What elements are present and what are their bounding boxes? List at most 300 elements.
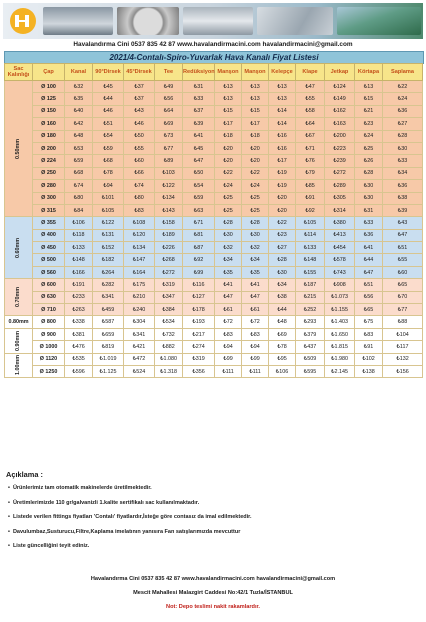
price-cell: ₺134 [155,192,183,204]
price-cell: ₺99 [242,353,269,365]
note-text: Listede verilen fittings fiyatları 'Contalı' fiyatlardır,İsteğe göre contasız da imal edilmektedir. [12,514,252,520]
price-cell: ₺319 [183,353,215,365]
price-cell: ₺16 [269,130,296,142]
price-cell: ₺274 [183,341,215,353]
column-header: Klape [296,64,325,81]
gauge-cell [5,328,33,353]
price-cell: ₺33 [383,155,423,167]
price-cell: ₺17 [215,118,242,130]
price-cell: ₺381 [65,328,93,340]
price-cell: ₺32 [65,81,93,93]
price-cell: ₺21 [355,105,383,117]
price-cell: ₺596 [65,365,93,377]
price-cell: ₺143 [155,204,183,216]
price-cell: ₺106 [269,365,296,377]
price-cell: ₺166 [65,266,93,278]
price-cell: ₺38 [269,291,296,303]
table-header-row [5,64,423,81]
table-row [5,192,423,204]
diameter-cell: Ø 560 [33,266,65,278]
price-cell: ₺233 [65,291,93,303]
price-cell: ₺54 [183,180,215,192]
price-cell: ₺164 [124,266,155,278]
price-cell: ₺116 [183,279,215,291]
price-cell: ₺13 [215,81,242,93]
note-item [8,529,420,535]
diameter-cell: Ø 600 [33,279,65,291]
price-cell: ₺55 [296,93,325,105]
gauge-label: 0.50mm [15,138,22,159]
note-text: Liste güncelliğini teyit ediniz. [12,543,90,549]
price-cell: ₺659 [93,328,124,340]
footer-contact: Havalandırma Cini 0537 835 42 87 www.havalandirmacini.com havalandirmacini@gmail.com [90,576,336,582]
diameter-cell: Ø 800 [33,316,65,328]
price-cell: ₺75 [355,316,383,328]
price-cell: ₺133 [296,242,325,254]
price-cell: ₺39 [383,204,423,216]
note-item [8,485,420,491]
price-cell: ₺193 [183,316,215,328]
price-table [4,63,423,378]
price-cell: ₺152 [93,242,124,254]
price-cell: ₺162 [325,105,355,117]
footer-address: Mescit Mahallesi Malazgirt Caddesi No:42/1 Tuzla/İSTANBUL [133,590,293,596]
price-cell: ₺59 [183,192,215,204]
price-cell: ₺61 [215,304,242,316]
price-cell: ₺49 [155,81,183,93]
table-row [5,229,423,241]
product-photo-fan [117,7,179,35]
price-cell: ₺34 [215,254,242,266]
bullet-icon: • [8,499,10,506]
price-cell: ₺22 [242,167,269,179]
price-cell: ₺882 [155,341,183,353]
price-cell: ₺41 [242,279,269,291]
table-row [5,304,423,316]
note-text: Davulumbaz,Susturucu,Filtre,Kaplama imelatının yanısıra Fan satışlarımızda mevcuttur [12,528,241,535]
notes-section [6,470,420,558]
price-cell: ₺34 [242,254,269,266]
price-cell: ₺25 [242,192,269,204]
price-cell: ₺44 [355,254,383,266]
footer [0,576,426,610]
price-cell: ₺69 [155,118,183,130]
price-cell: ₺55 [124,142,155,154]
column-header: Manşon [242,64,269,81]
price-cell: ₺28 [383,130,423,142]
table-row [5,217,423,229]
price-cell: ₺272 [155,266,183,278]
price-cell: ₺226 [155,242,183,254]
price-cell: ₺304 [124,316,155,328]
price-cell: ₺85 [296,180,325,192]
column-header: Kelepçe [269,64,296,81]
price-cell: ₺120 [124,229,155,241]
column-header: Sac Kalınlığı [5,64,33,81]
price-cell: ₺217 [183,328,215,340]
price-cell: ₺35 [215,266,242,278]
price-cell: ₺99 [215,353,242,365]
price-cell: ₺34 [269,279,296,291]
price-cell: ₺24 [242,180,269,192]
gauge-cell [5,279,33,316]
price-cell: ₺72 [242,316,269,328]
column-header: 90°Dirsek [93,64,124,81]
price-cell: ₺111 [215,365,242,377]
price-cell: ₺578 [325,254,355,266]
price-cell: ₺60 [383,266,423,278]
gauge-cell [5,316,33,328]
table-row [5,93,423,105]
price-cell: ₺102 [355,353,383,365]
price-cell: ₺47 [242,291,269,303]
price-cell: ₺37 [124,81,155,93]
price-cell: ₺64 [155,105,183,117]
price-cell: ₺282 [93,279,124,291]
price-cell: ₺44 [269,304,296,316]
price-cell: ₺58 [296,105,325,117]
price-cell: ₺56 [355,291,383,303]
table-row [5,180,423,192]
price-cell: ₺33 [355,217,383,229]
price-cell: ₺189 [155,229,183,241]
price-cell: ₺908 [325,279,355,291]
gauge-cell [5,217,33,279]
note-text: Üretimlerimizde 110 gr/galvanizli 1.kalite sertifikalı sac kullanılmaktadır. [12,499,200,506]
price-cell: ₺28 [242,217,269,229]
price-cell: ₺105 [93,204,124,216]
price-cell: ₺59 [93,142,124,154]
price-cell: ₺36 [383,180,423,192]
price-cell: ₺56 [155,93,183,105]
product-photo-fittings [257,7,333,35]
price-cell: ₺149 [325,93,355,105]
price-cell: ₺293 [296,316,325,328]
price-cell: ₺51 [383,242,423,254]
gauge-label: 1.00mm [15,355,22,376]
table-row [5,341,423,353]
price-cell: ₺74 [124,180,155,192]
price-cell: ₺71 [296,142,325,154]
price-cell: ₺70 [383,291,423,303]
table-row [5,167,423,179]
price-cell: ₺305 [325,192,355,204]
price-cell: ₺28 [215,217,242,229]
price-cell: ₺89 [155,155,183,167]
price-cell: ₺210 [124,291,155,303]
bullet-icon: • [8,543,10,549]
price-cell: ₺341 [124,328,155,340]
price-cell: ₺13 [269,93,296,105]
price-cell: ₺24 [215,180,242,192]
price-cell: ₺819 [93,341,124,353]
price-cell: ₺1.318 [155,365,183,377]
price-cell: ₺743 [325,266,355,278]
table-row [5,155,423,167]
price-cell: ₺92 [296,204,325,216]
price-cell: ₺91 [296,192,325,204]
price-cell: ₺88 [383,316,423,328]
price-cell: ₺103 [155,167,183,179]
price-cell: ₺53 [65,142,93,154]
diameter-cell: Ø 710 [33,304,65,316]
price-cell: ₺111 [242,365,269,377]
price-cell: ₺380 [325,217,355,229]
price-cell: ₺20 [242,155,269,167]
price-cell: ₺239 [325,155,355,167]
price-cell: ₺25 [355,142,383,154]
diameter-cell: Ø 180 [33,130,65,142]
price-cell: ₺732 [155,328,183,340]
diameter-cell: Ø 280 [33,180,65,192]
price-cell: ₺13 [242,93,269,105]
diameter-cell: Ø 100 [33,81,65,93]
price-cell: ₺1.403 [325,316,355,328]
price-cell: ₺30 [383,142,423,154]
price-cell: ₺91 [355,341,383,353]
price-cell: ₺83 [242,328,269,340]
price-cell: ₺13 [242,81,269,93]
price-cell: ₺94 [242,341,269,353]
product-photo-landscape [337,7,421,35]
price-cell: ₺134 [124,242,155,254]
product-photo-spiro [183,7,253,35]
price-cell: ₺20 [269,204,296,216]
price-cell: ₺71 [183,217,215,229]
price-cell: ₺83 [215,328,242,340]
price-cell: ₺73 [155,130,183,142]
price-cell: ₺30 [355,180,383,192]
table-row [5,81,423,93]
price-cell: ₺106 [65,217,93,229]
price-cell: ₺1.650 [325,328,355,340]
price-cell: ₺240 [124,304,155,316]
price-cell: ₺87 [183,242,215,254]
diameter-cell: Ø 355 [33,217,65,229]
price-cell: ₺182 [93,254,124,266]
price-cell: ₺101 [93,192,124,204]
table-row [5,316,423,328]
price-cell: ₺47 [296,81,325,93]
column-header: Jetkap [325,64,355,81]
bullet-icon: • [8,514,10,520]
price-cell: ₺509 [296,353,325,365]
price-cell: ₺74 [65,180,93,192]
price-cell: ₺61 [242,304,269,316]
price-cell: ₺114 [296,229,325,241]
price-cell: ₺59 [65,155,93,167]
table-row [5,279,423,291]
price-cell: ₺30 [355,192,383,204]
price-cell: ₺20 [215,142,242,154]
price-cell: ₺40 [65,105,93,117]
bullet-icon: • [8,485,10,491]
table-row [5,291,423,303]
price-cell: ₺20 [215,155,242,167]
price-cell: ₺76 [296,155,325,167]
column-header: Kanal [65,64,93,81]
price-cell: ₺72 [215,316,242,328]
price-cell: ₺108 [124,217,155,229]
price-cell: ₺22 [269,217,296,229]
price-cell: ₺42 [65,118,93,130]
price-cell: ₺437 [296,341,325,353]
price-cell: ₺133 [65,242,93,254]
diameter-cell: Ø 150 [33,105,65,117]
price-cell: ₺36 [383,105,423,117]
price-cell: ₺272 [325,167,355,179]
price-cell: ₺158 [155,217,183,229]
price-cell: ₺47 [183,155,215,167]
price-cell: ₺37 [124,93,155,105]
diameter-cell: Ø 160 [33,118,65,130]
price-cell: ₺20 [269,192,296,204]
price-cell: ₺25 [215,192,242,204]
price-cell: ₺50 [124,130,155,142]
diameter-cell: Ø 300 [33,192,65,204]
price-cell: ₺13 [215,93,242,105]
price-cell: ₺65 [383,279,423,291]
notes-title: Açıklama : [6,470,43,479]
price-cell: ₺28 [269,254,296,266]
price-cell: ₺51 [355,279,383,291]
price-cell: ₺35 [65,93,93,105]
price-cell: ₺30 [215,229,242,241]
price-cell: ₺421 [124,341,155,353]
price-cell: ₺459 [93,304,124,316]
price-cell: ₺50 [183,167,215,179]
price-cell: ₺47 [355,266,383,278]
price-cell: ₺131 [93,229,124,241]
table-row [5,242,423,254]
price-cell: ₺67 [296,130,325,142]
price-cell: ₺65 [355,304,383,316]
price-cell: ₺41 [215,279,242,291]
price-cell: ₺41 [355,242,383,254]
price-cell: ₺156 [383,365,423,377]
price-cell: ₺117 [383,341,423,353]
price-cell: ₺24 [355,130,383,142]
price-cell: ₺122 [93,217,124,229]
contact-line: Havalandırma Cini 0537 835 42 87 www.havalandirmacini.com havalandirmacini@gmail.com [73,41,353,48]
price-cell: ₺45 [183,142,215,154]
price-cell: ₺15 [242,105,269,117]
price-cell: ₺48 [65,130,93,142]
price-cell: ₺23 [269,229,296,241]
price-cell: ₺68 [93,155,124,167]
table-row [5,118,423,130]
price-cell: ₺413 [325,229,355,241]
diameter-cell: Ø 630 [33,291,65,303]
price-cell: ₺95 [269,353,296,365]
table-row [5,254,423,266]
note-item [8,543,420,549]
price-cell: ₺63 [183,204,215,216]
price-cell: ₺524 [124,365,155,377]
column-header: Manşon [215,64,242,81]
price-cell: ₺43 [124,105,155,117]
price-cell: ₺147 [124,254,155,266]
price-cell: ₺1.815 [325,341,355,353]
table-row [5,328,423,340]
price-cell: ₺587 [93,316,124,328]
price-cell: ₺454 [325,242,355,254]
gauge-label: 0.70mm [15,287,22,308]
header-banner [3,3,423,39]
diameter-cell: Ø 125 [33,93,65,105]
column-header: Tee [155,64,183,81]
diameter-cell: Ø 500 [33,254,65,266]
diameter-cell: Ø 900 [33,328,65,340]
gauge-label: 0.60mm [15,237,22,258]
price-cell: ₺77 [155,142,183,154]
price-cell: ₺15 [215,105,242,117]
price-cell: ₺1.980 [325,353,355,365]
price-cell: ₺14 [269,118,296,130]
price-cell: ₺268 [155,254,183,266]
price-cell: ₺124 [325,81,355,93]
price-cell: ₺25 [242,204,269,216]
price-cell: ₺55 [383,254,423,266]
product-photo-duct [43,7,113,35]
price-cell: ₺37 [183,105,215,117]
column-header: 45°Dirsek [124,64,155,81]
price-cell: ₺41 [183,130,215,142]
price-cell: ₺47 [383,229,423,241]
table-row [5,365,423,377]
price-cell: ₺132 [383,353,423,365]
price-cell: ₺77 [383,304,423,316]
diameter-cell: Ø 450 [33,242,65,254]
price-cell: ₺175 [124,279,155,291]
price-cell: ₺472 [124,353,155,365]
price-cell: ₺23 [355,118,383,130]
column-header: Körtapa [355,64,383,81]
price-cell: ₺69 [269,328,296,340]
price-cell: ₺263 [65,304,93,316]
column-header: Çap [33,64,65,81]
price-cell: ₺379 [296,328,325,340]
price-cell: ₺94 [93,180,124,192]
price-cell: ₺60 [124,155,155,167]
price-cell: ₺22 [215,167,242,179]
price-cell: ₺80 [124,192,155,204]
price-cell: ₺13 [355,81,383,93]
price-cell: ₺127 [183,291,215,303]
price-cell: ₺25 [215,204,242,216]
footer-note: Not: Depo teslimi nakit rakamlardır. [166,604,260,610]
price-cell: ₺48 [269,316,296,328]
price-cell: ₺30 [269,266,296,278]
price-cell: ₺46 [124,118,155,130]
note-item [8,500,420,506]
table-row [5,204,423,216]
note-item [8,514,420,520]
diameter-cell: Ø 315 [33,204,65,216]
price-cell: ₺1.155 [325,304,355,316]
price-cell: ₺16 [269,142,296,154]
diameter-cell: Ø 1250 [33,365,65,377]
price-cell: ₺43 [383,217,423,229]
price-cell: ₺78 [93,167,124,179]
diameter-cell: Ø 400 [33,229,65,241]
price-cell: ₺178 [183,304,215,316]
price-cell: ₺30 [242,229,269,241]
price-cell: ₺19 [269,180,296,192]
price-cell: ₺138 [355,365,383,377]
column-header: Redüksiyon [183,64,215,81]
table-row [5,105,423,117]
